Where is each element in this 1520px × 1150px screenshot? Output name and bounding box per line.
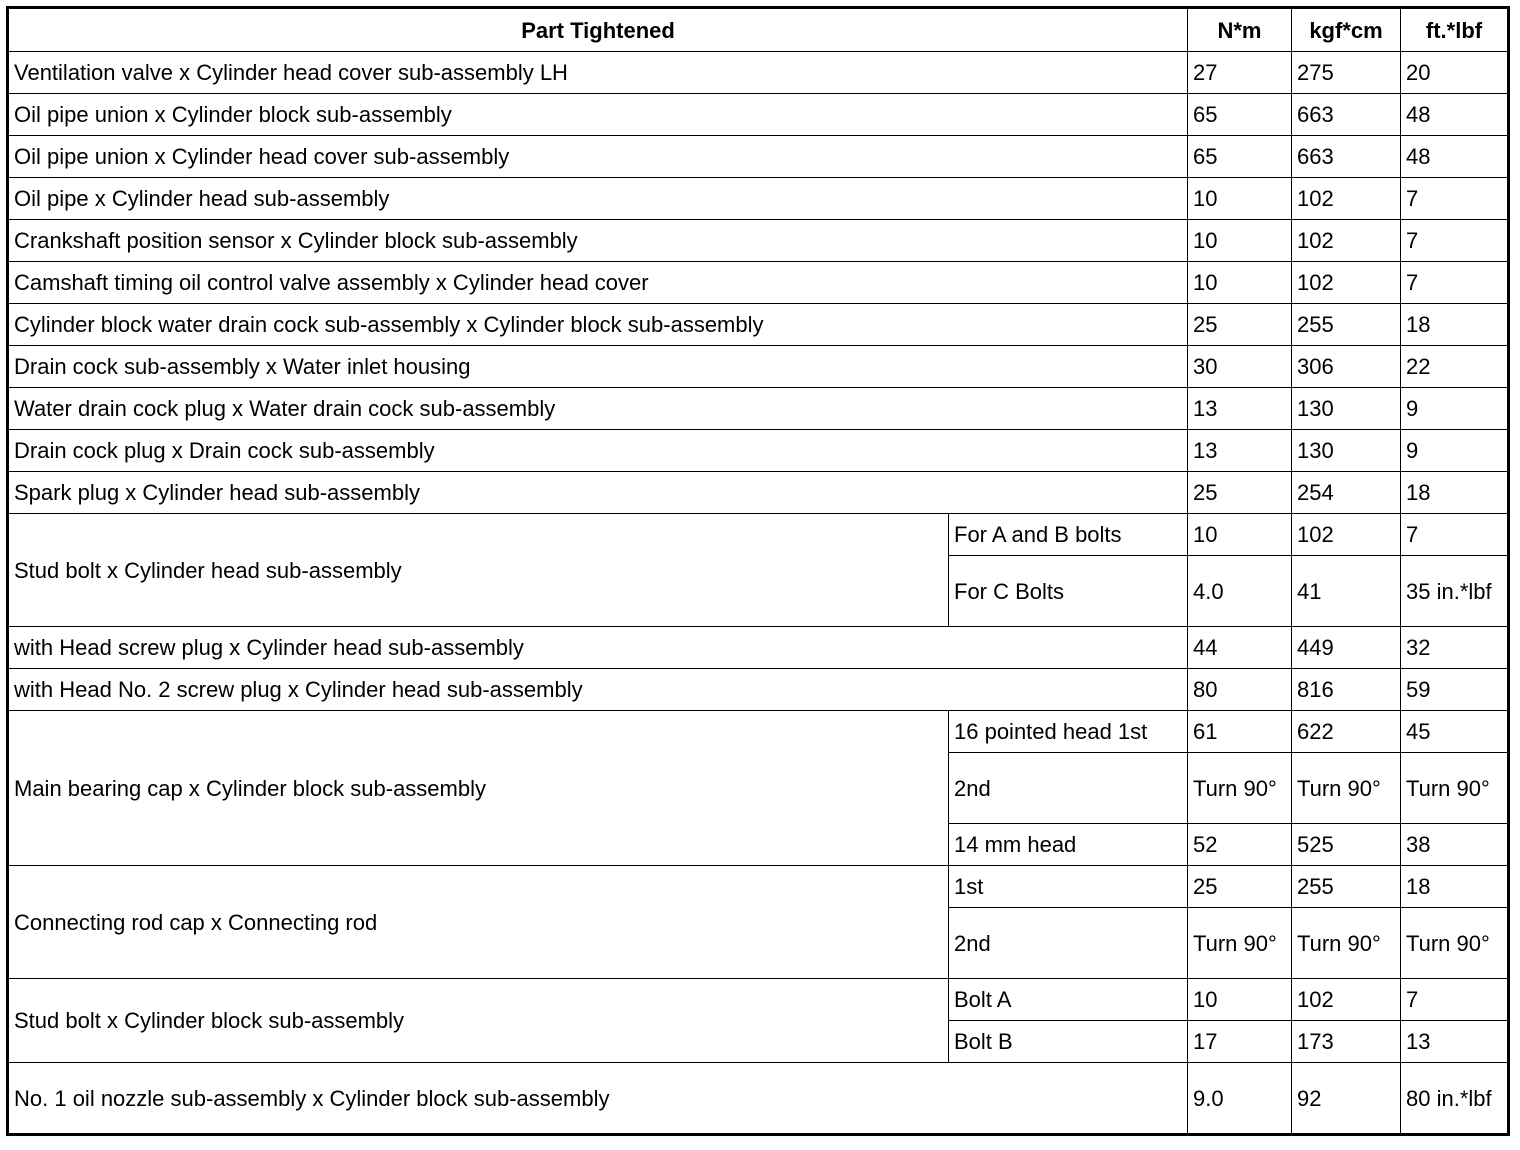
nm-cell: 52 — [1188, 824, 1292, 866]
table-row — [8, 430, 1509, 472]
nm-cell: 27 — [1188, 52, 1292, 94]
ft-cell: Turn 90° — [1401, 908, 1509, 979]
ft-cell: Turn 90° — [1401, 753, 1509, 824]
kgf-cell: 102 — [1292, 514, 1401, 556]
nm-cell: 4.0 — [1188, 556, 1292, 627]
nm-cell: 10 — [1188, 262, 1292, 304]
nm-cell: 10 — [1188, 979, 1292, 1021]
part-cell: No. 1 oil nozzle sub-assembly x Cylinder block sub-assembly — [8, 1063, 1188, 1135]
kgf-cell: Turn 90° — [1292, 908, 1401, 979]
nm-cell: 25 — [1188, 866, 1292, 908]
nm-cell: 10 — [1188, 514, 1292, 556]
table-row — [8, 866, 1509, 908]
nm-cell: 25 — [1188, 304, 1292, 346]
kgf-cell: 663 — [1292, 136, 1401, 178]
header-row — [8, 8, 1509, 52]
ft-cell: 18 — [1401, 304, 1509, 346]
part-cell: Oil pipe union x Cylinder head cover sub-assembly — [8, 136, 1188, 178]
part-cell: Oil pipe x Cylinder head sub-assembly — [8, 178, 1188, 220]
table-row — [8, 94, 1509, 136]
nm-cell: 65 — [1188, 136, 1292, 178]
nm-cell: 13 — [1188, 388, 1292, 430]
ft-cell: 45 — [1401, 711, 1509, 753]
ft-cell: 18 — [1401, 472, 1509, 514]
nm-cell: 61 — [1188, 711, 1292, 753]
kgf-cell: 102 — [1292, 262, 1401, 304]
torque-spec-table — [6, 6, 1510, 1136]
condition-cell: 14 mm head — [949, 824, 1188, 866]
ft-cell: 59 — [1401, 669, 1509, 711]
part-cell: Stud bolt x Cylinder block sub-assembly — [8, 979, 949, 1063]
part-cell: Drain cock sub-assembly x Water inlet housing — [8, 346, 1188, 388]
header-ft-lbf: ft.*lbf — [1401, 8, 1509, 52]
condition-cell: For A and B bolts — [949, 514, 1188, 556]
table-row — [8, 346, 1509, 388]
ft-cell: 80 in.*lbf — [1401, 1063, 1509, 1135]
ft-cell: 9 — [1401, 388, 1509, 430]
kgf-cell: 816 — [1292, 669, 1401, 711]
part-cell: Camshaft timing oil control valve assembly x Cylinder head cover — [8, 262, 1188, 304]
table-row — [8, 711, 1509, 753]
kgf-cell: 102 — [1292, 979, 1401, 1021]
header-kgf-cm: kgf*cm — [1292, 8, 1401, 52]
part-cell: Water drain cock plug x Water drain cock sub-assembly — [8, 388, 1188, 430]
condition-cell: Bolt A — [949, 979, 1188, 1021]
kgf-cell: 663 — [1292, 94, 1401, 136]
part-cell: Main bearing cap x Cylinder block sub-assembly — [8, 711, 949, 866]
kgf-cell: 449 — [1292, 627, 1401, 669]
table-row — [8, 304, 1509, 346]
table-row — [8, 627, 1509, 669]
part-cell: Cylinder block water drain cock sub-assembly x Cylinder block sub-assembly — [8, 304, 1188, 346]
ft-cell: 48 — [1401, 136, 1509, 178]
ft-cell: 13 — [1401, 1021, 1509, 1063]
kgf-cell: 92 — [1292, 1063, 1401, 1135]
ft-cell: 7 — [1401, 514, 1509, 556]
table-row — [8, 178, 1509, 220]
nm-cell: 65 — [1188, 94, 1292, 136]
nm-cell: Turn 90° — [1188, 753, 1292, 824]
ft-cell: 35 in.*lbf — [1401, 556, 1509, 627]
kgf-cell: 255 — [1292, 304, 1401, 346]
nm-cell: 10 — [1188, 220, 1292, 262]
nm-cell: 17 — [1188, 1021, 1292, 1063]
condition-cell: 2nd — [949, 908, 1188, 979]
kgf-cell: 254 — [1292, 472, 1401, 514]
kgf-cell: 41 — [1292, 556, 1401, 627]
ft-cell: 7 — [1401, 220, 1509, 262]
condition-cell: 16 pointed head 1st — [949, 711, 1188, 753]
nm-cell: 25 — [1188, 472, 1292, 514]
part-cell: Drain cock plug x Drain cock sub-assembly — [8, 430, 1188, 472]
condition-cell: 2nd — [949, 753, 1188, 824]
kgf-cell: 102 — [1292, 178, 1401, 220]
part-cell: Oil pipe union x Cylinder block sub-assembly — [8, 94, 1188, 136]
kgf-cell: 255 — [1292, 866, 1401, 908]
table-row — [8, 52, 1509, 94]
table-row — [8, 979, 1509, 1021]
kgf-cell: 130 — [1292, 388, 1401, 430]
kgf-cell: 275 — [1292, 52, 1401, 94]
table-row — [8, 514, 1509, 556]
kgf-cell: 306 — [1292, 346, 1401, 388]
table-row — [8, 669, 1509, 711]
ft-cell: 22 — [1401, 346, 1509, 388]
part-cell: Crankshaft position sensor x Cylinder block sub-assembly — [8, 220, 1188, 262]
table-row — [8, 388, 1509, 430]
nm-cell: 44 — [1188, 627, 1292, 669]
condition-cell: 1st — [949, 866, 1188, 908]
nm-cell: 80 — [1188, 669, 1292, 711]
part-cell: with Head No. 2 screw plug x Cylinder head sub-assembly — [8, 669, 1188, 711]
kgf-cell: 130 — [1292, 430, 1401, 472]
ft-cell: 18 — [1401, 866, 1509, 908]
nm-cell: 10 — [1188, 178, 1292, 220]
nm-cell: 9.0 — [1188, 1063, 1292, 1135]
ft-cell: 20 — [1401, 52, 1509, 94]
ft-cell: 9 — [1401, 430, 1509, 472]
table-row — [8, 1063, 1509, 1135]
table-row — [8, 220, 1509, 262]
table-row — [8, 472, 1509, 514]
header-nm: N*m — [1188, 8, 1292, 52]
ft-cell: 7 — [1401, 262, 1509, 304]
part-cell: Stud bolt x Cylinder head sub-assembly — [8, 514, 949, 627]
part-cell: Spark plug x Cylinder head sub-assembly — [8, 472, 1188, 514]
kgf-cell: 102 — [1292, 220, 1401, 262]
nm-cell: 13 — [1188, 430, 1292, 472]
nm-cell: 30 — [1188, 346, 1292, 388]
condition-cell: For C Bolts — [949, 556, 1188, 627]
table-row — [8, 262, 1509, 304]
kgf-cell: 173 — [1292, 1021, 1401, 1063]
table-row — [8, 136, 1509, 178]
ft-cell: 48 — [1401, 94, 1509, 136]
part-cell: Ventilation valve x Cylinder head cover sub-assembly LH — [8, 52, 1188, 94]
kgf-cell: Turn 90° — [1292, 753, 1401, 824]
ft-cell: 38 — [1401, 824, 1509, 866]
ft-cell: 7 — [1401, 178, 1509, 220]
kgf-cell: 622 — [1292, 711, 1401, 753]
kgf-cell: 525 — [1292, 824, 1401, 866]
part-cell: with Head screw plug x Cylinder head sub-assembly — [8, 627, 1188, 669]
nm-cell: Turn 90° — [1188, 908, 1292, 979]
part-cell: Connecting rod cap x Connecting rod — [8, 866, 949, 979]
header-part-tightened: Part Tightened — [8, 8, 1188, 52]
ft-cell: 7 — [1401, 979, 1509, 1021]
ft-cell: 32 — [1401, 627, 1509, 669]
condition-cell: Bolt B — [949, 1021, 1188, 1063]
